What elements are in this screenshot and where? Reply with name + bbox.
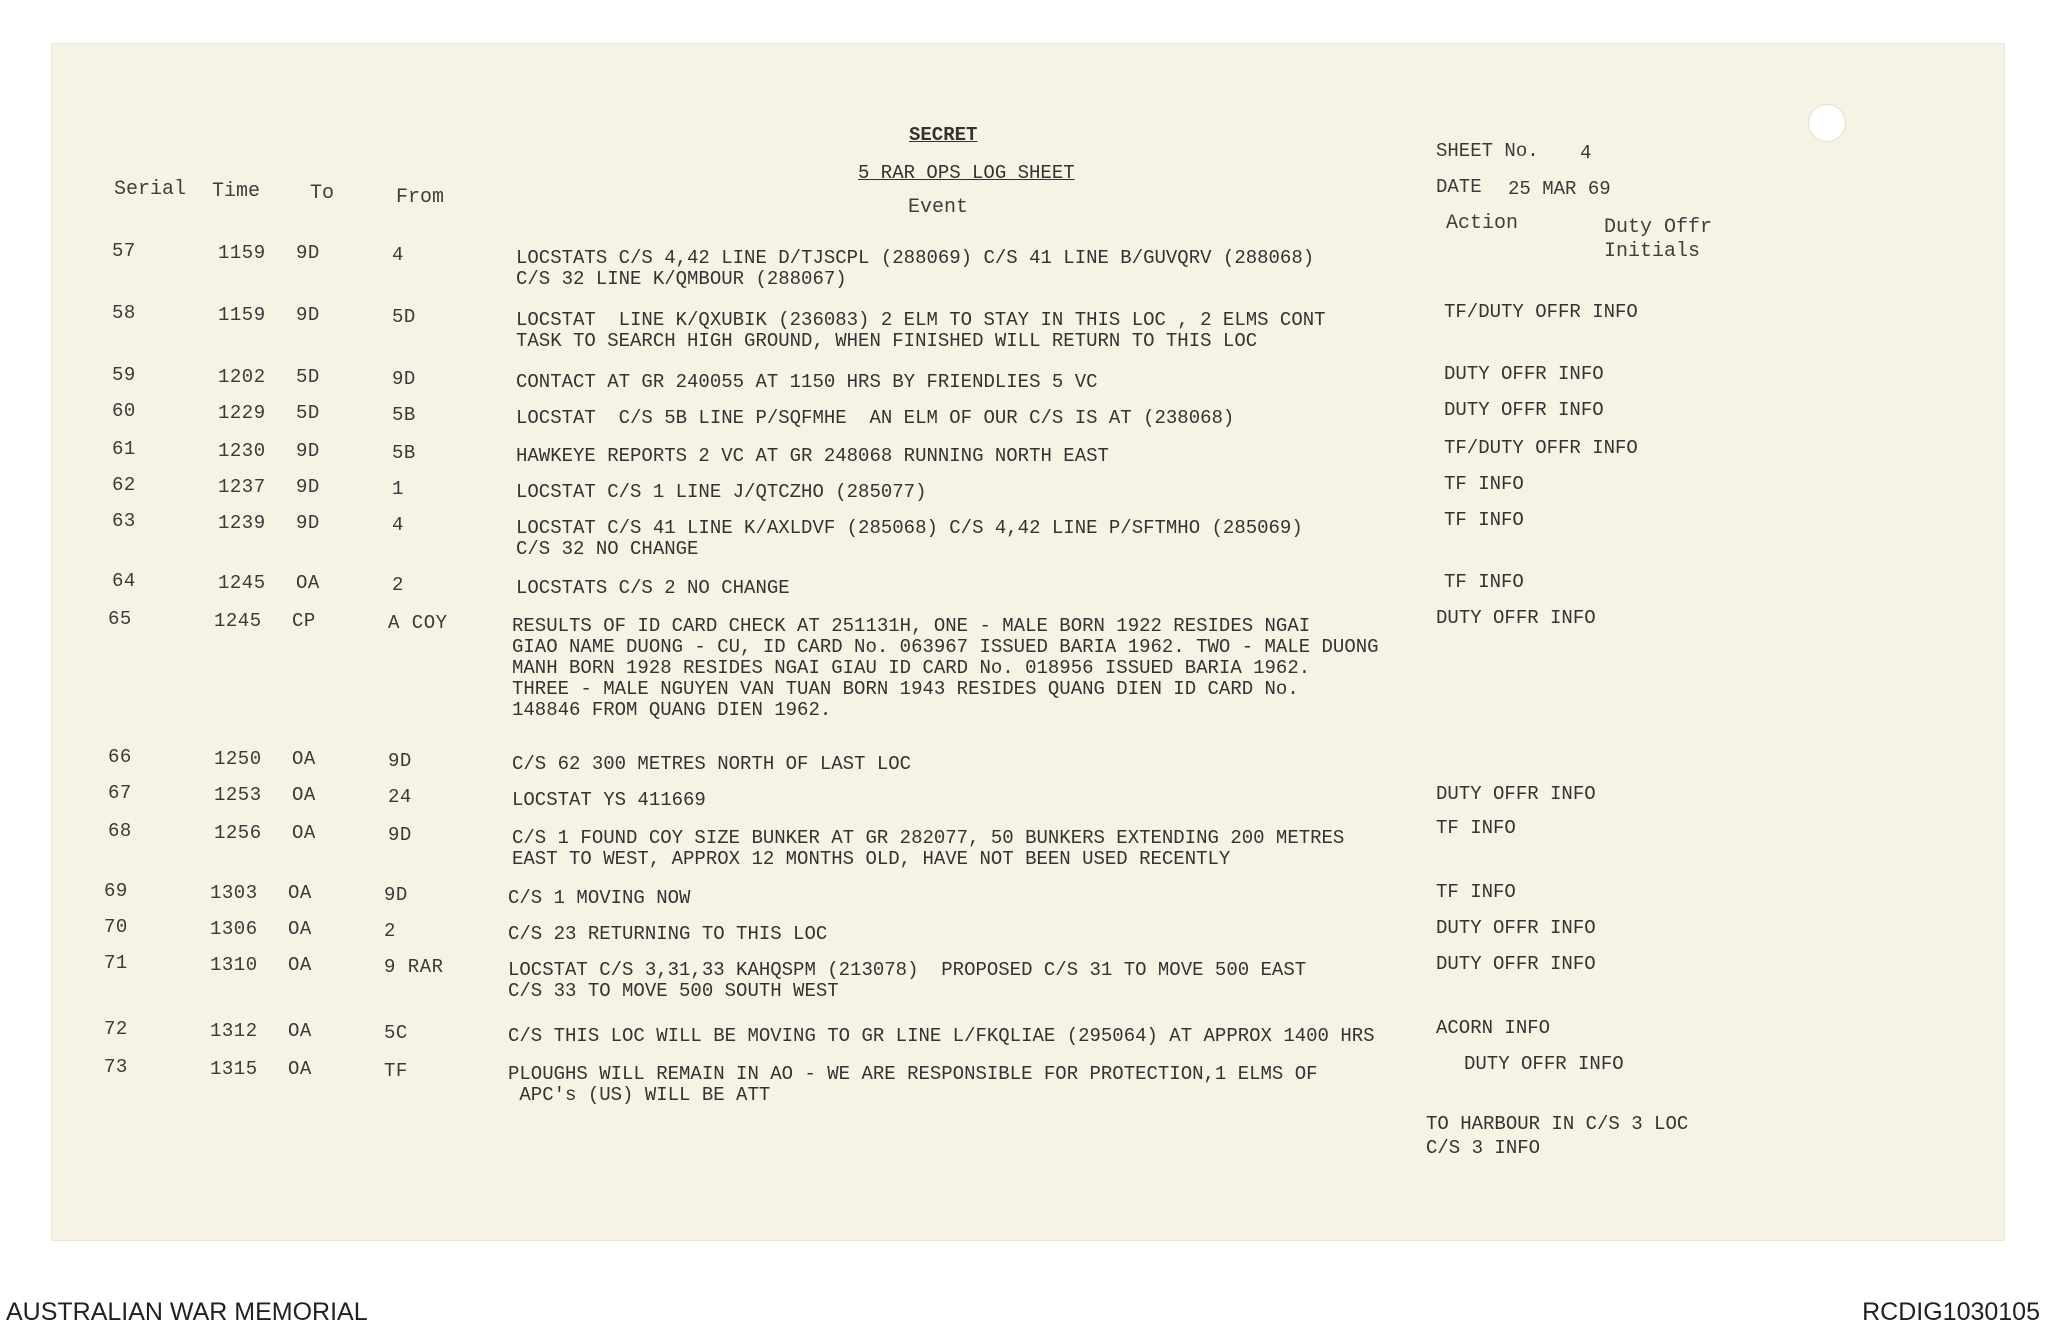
col-to: To (310, 182, 335, 205)
entry-from: A COY (388, 612, 448, 634)
entry-event: LOCSTAT C/S 5B LINE P/SQFMHE AN ELM OF OUR C/S IS AT (238068) (516, 407, 1235, 429)
entry-action: DUTY OFFR INFO (1436, 953, 1596, 975)
entry-serial: 60 (112, 400, 136, 422)
entry-action: DUTY OFFR INFO (1436, 607, 1596, 629)
entry-action: DUTY OFFR INFO (1464, 1053, 1624, 1075)
entry-from: 1 (392, 478, 404, 500)
entry-from: 24 (388, 786, 412, 808)
entry-to: OA (288, 1020, 312, 1042)
entry-serial: 70 (104, 916, 128, 938)
entry-to: 9D (296, 242, 320, 264)
col-time: Time (212, 180, 261, 203)
entry-event: LOCSTAT C/S 3,31,33 KAHQSPM (213078) PROPOSED C/S 31 TO MOVE 500 EAST C/S 33 TO MOVE 500 SOUTH WEST (508, 959, 1307, 1002)
entry-from: 2 (392, 574, 404, 596)
entry-serial: 66 (108, 746, 132, 768)
entry-serial: 65 (108, 608, 132, 630)
entry-from: 4 (392, 244, 404, 266)
sheet-number: 4 (1580, 142, 1592, 164)
entry-event: CONTACT AT GR 240055 AT 1150 HRS BY FRIENDLIES 5 VC (516, 371, 1098, 393)
entry-time: 1239 (218, 512, 266, 534)
entry-action: TF INFO (1444, 473, 1524, 495)
col-event: Event (908, 196, 969, 219)
entry-to: OA (288, 954, 312, 976)
entry-event: RESULTS OF ID CARD CHECK AT 251131H, ONE - MALE BORN 1922 RESIDES NGAI GIAO NAME DUONG - CU, ID CARD No. 063967 ISSUED BARIA 1962. TWO - MALE DUONG MANH BORN 1928 RESIDES NGAI GIAU ID CARD No. 018956 ISSUED BARIA 1962. THREE - MALE NGUYEN VAN TUAN BORN 1943 RESIDES QUANG DIEN ID CARD No. 148846 FROM QUANG DIEN 1962. (512, 615, 1379, 721)
entry-from: 9D (388, 824, 412, 846)
entry-event: HAWKEYE REPORTS 2 VC AT GR 248068 RUNNING NORTH EAST (516, 445, 1109, 467)
entry-to: OA (292, 822, 316, 844)
entry-to: 9D (296, 440, 320, 462)
trailing-action-note: TO HARBOUR IN C/S 3 LOC C/S 3 INFO (1426, 1113, 1689, 1159)
entry-serial: 61 (112, 438, 136, 460)
entry-from: 2 (384, 920, 396, 942)
entry-event: LOCSTAT C/S 1 LINE J/QTCZHO (285077) (516, 481, 927, 503)
entry-time: 1245 (218, 572, 266, 594)
entry-action: DUTY OFFR INFO (1444, 399, 1604, 421)
entry-to: OA (288, 1058, 312, 1080)
entry-serial: 63 (112, 510, 136, 532)
entry-action: TF INFO (1436, 817, 1516, 839)
col-from: From (396, 186, 445, 209)
entry-to: OA (292, 784, 316, 806)
entry-event: C/S 23 RETURNING TO THIS LOC (508, 923, 828, 945)
col-duty-offr-initials: Duty Offr Initials (1604, 216, 1713, 263)
entry-time: 1245 (214, 610, 262, 632)
entry-time: 1256 (214, 822, 262, 844)
entry-from: 5B (392, 404, 416, 426)
entry-serial: 72 (104, 1018, 128, 1040)
entry-from: 9D (384, 884, 408, 906)
entry-action: TF INFO (1444, 509, 1524, 531)
entry-time: 1202 (218, 366, 266, 388)
entry-from: 9D (388, 750, 412, 772)
entry-event: C/S THIS LOC WILL BE MOVING TO GR LINE L/FKQLIAE (295064) AT APPROX 1400 HRS (508, 1025, 1375, 1047)
entry-time: 1250 (214, 748, 262, 770)
col-serial: Serial (114, 178, 187, 201)
entry-time: 1310 (210, 954, 258, 976)
entry-serial: 67 (108, 782, 132, 804)
entry-time: 1303 (210, 882, 258, 904)
col-action: Action (1446, 212, 1519, 235)
entry-time: 1230 (218, 440, 266, 462)
entry-event: LOCSTATS C/S 2 NO CHANGE (516, 577, 790, 599)
date-label: DATE (1436, 176, 1482, 198)
entry-to: 9D (296, 512, 320, 534)
entry-to: 9D (296, 304, 320, 326)
entry-action: DUTY OFFR INFO (1444, 363, 1604, 385)
entry-event: C/S 1 FOUND COY SIZE BUNKER AT GR 282077, 50 BUNKERS EXTENDING 200 METRES EAST TO WEST, APPROX 12 MONTHS OLD, HAVE NOT BEEN USED RECENTLY (512, 827, 1345, 870)
entry-action: TF/DUTY OFFR INFO (1444, 301, 1638, 323)
entry-time: 1159 (218, 242, 266, 264)
entry-to: OA (296, 572, 320, 594)
footer-archive-name: AUSTRALIAN WAR MEMORIAL (6, 1298, 368, 1326)
entry-serial: 68 (108, 820, 132, 842)
entry-event: PLOUGHS WILL REMAIN IN AO - WE ARE RESPONSIBLE FOR PROTECTION,1 ELMS OF APC's (US) WILL BE ATT (508, 1063, 1318, 1106)
entry-serial: 64 (112, 570, 136, 592)
entry-serial: 58 (112, 302, 136, 324)
entry-event: LOCSTAT C/S 41 LINE K/AXLDVF (285068) C/S 4,42 LINE P/SFTMHO (285069) C/S 32 NO CHANGE (516, 517, 1303, 560)
entry-from: 9 RAR (384, 956, 444, 978)
entry-to: 5D (296, 366, 320, 388)
entry-to: 5D (296, 402, 320, 424)
entry-time: 1315 (210, 1058, 258, 1080)
entry-serial: 73 (104, 1056, 128, 1078)
entry-to: OA (292, 748, 316, 770)
entry-action: DUTY OFFR INFO (1436, 783, 1596, 805)
entry-serial: 71 (104, 952, 128, 974)
entry-from: 9D (392, 368, 416, 390)
entry-event: C/S 62 300 METRES NORTH OF LAST LOC (512, 753, 912, 775)
entry-action: TF INFO (1444, 571, 1524, 593)
entry-time: 1159 (218, 304, 266, 326)
entry-to: OA (288, 882, 312, 904)
entry-event: LOCSTAT LINE K/QXUBIK (236083) 2 ELM TO STAY IN THIS LOC , 2 ELMS CONT TASK TO SEARCH HIGH GROUND, WHEN FINISHED WILL RETURN TO THIS LOC (516, 309, 1326, 352)
entry-action: ACORN INFO (1436, 1017, 1551, 1039)
entry-from: 4 (392, 514, 404, 536)
footer-record-id: RCDIG1030105 (1862, 1298, 2040, 1326)
entry-to: 9D (296, 476, 320, 498)
entry-serial: 69 (104, 880, 128, 902)
entry-serial: 62 (112, 474, 136, 496)
entry-to: CP (292, 610, 316, 632)
entry-serial: 57 (112, 240, 136, 262)
entry-event: LOCSTATS C/S 4,42 LINE D/TJSCPL (288069) C/S 41 LINE B/GUVQRV (288068) C/S 32 LINE K/QMBOUR (288067) (516, 247, 1315, 290)
entry-from: TF (384, 1060, 408, 1082)
entry-event: C/S 1 MOVING NOW (508, 887, 691, 909)
entry-action: TF INFO (1436, 881, 1516, 903)
date-value: 25 MAR 69 (1508, 178, 1611, 200)
entry-action: TF/DUTY OFFR INFO (1444, 437, 1638, 459)
entry-time: 1253 (214, 784, 262, 806)
entry-action: DUTY OFFR INFO (1436, 917, 1596, 939)
entry-to: OA (288, 918, 312, 940)
entry-from: 5D (392, 306, 416, 328)
entry-serial: 59 (112, 364, 136, 386)
entry-event: LOCSTAT YS 411669 (512, 789, 706, 811)
entry-time: 1229 (218, 402, 266, 424)
entry-time: 1237 (218, 476, 266, 498)
log-sheet-title: 5 RAR OPS LOG SHEET (858, 162, 1075, 184)
punch-hole (1808, 104, 1846, 142)
entry-from: 5C (384, 1022, 408, 1044)
sheet-label: SHEET No. (1436, 140, 1539, 162)
classification-title: SECRET (909, 124, 978, 146)
entry-time: 1312 (210, 1020, 258, 1042)
entry-from: 5B (392, 442, 416, 464)
entry-time: 1306 (210, 918, 258, 940)
